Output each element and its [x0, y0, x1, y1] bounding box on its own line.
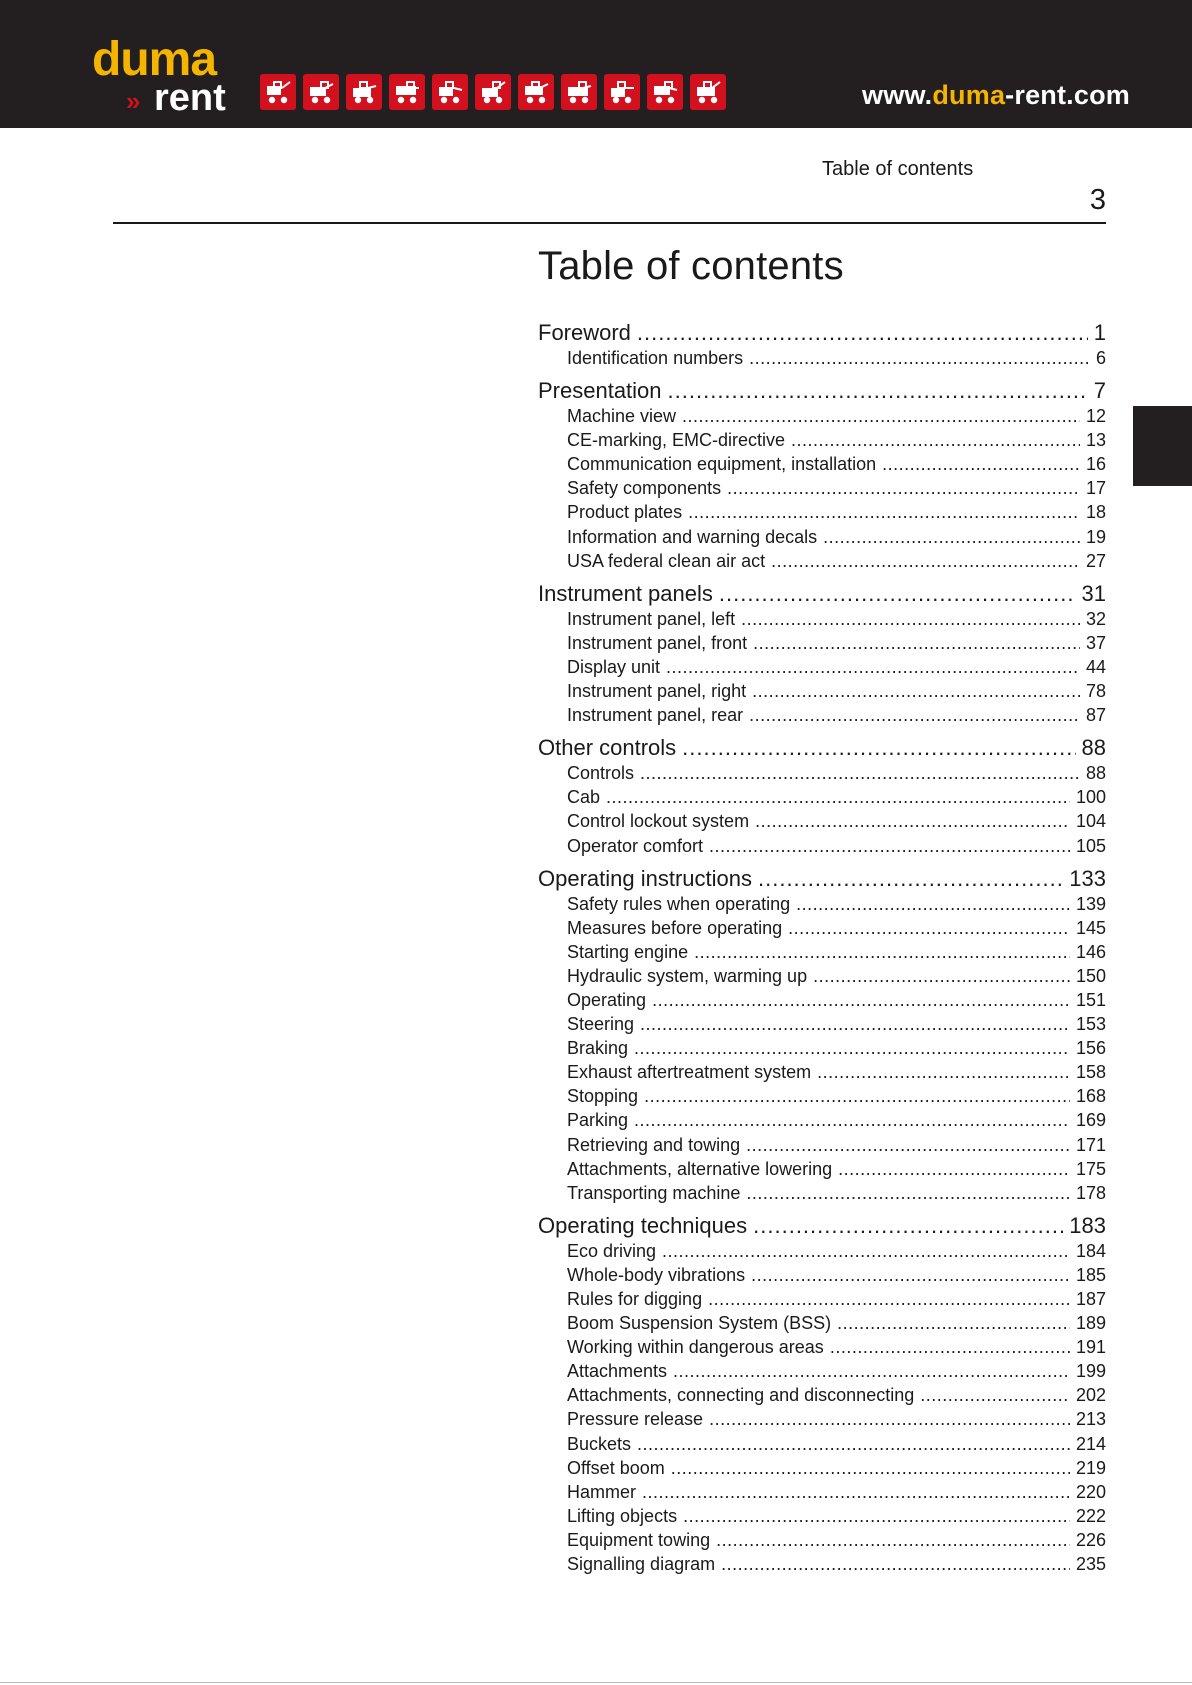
toc-section	[538, 735, 1106, 857]
dot-leader	[727, 476, 1080, 500]
compact-loader-icon	[518, 74, 554, 110]
toc-chapter-page: 7	[1093, 378, 1106, 404]
toc-entry-page: 214	[1075, 1433, 1106, 1454]
dot-leader	[771, 549, 1080, 573]
toc-entry-page: 158	[1075, 1062, 1106, 1083]
skid-steer-loader-icon	[260, 74, 296, 110]
toc-entry-page: 222	[1075, 1505, 1106, 1526]
toc-entry[interactable]	[538, 1383, 1106, 1407]
toc-section	[538, 320, 1106, 370]
url-prefix: www.	[862, 80, 933, 110]
toc-entry-label: Whole-body vibrations	[567, 1264, 746, 1285]
toc-entry-page: 6	[1095, 348, 1106, 368]
toc-entry-label: Hammer	[567, 1481, 637, 1502]
toc-entry[interactable]	[538, 428, 1106, 452]
toc-entry-label: Retrieving and towing	[567, 1134, 741, 1155]
toc-entry-page: 184	[1075, 1240, 1106, 1261]
toc-entry-page: 168	[1075, 1086, 1106, 1107]
toc-entry[interactable]	[538, 607, 1106, 631]
toc-entry-label: Offset boom	[567, 1457, 665, 1478]
toc-section	[538, 378, 1106, 573]
dot-leader	[751, 1263, 1070, 1287]
toc-entry[interactable]	[538, 1480, 1106, 1504]
logo-chevron: »	[126, 86, 141, 116]
toc-entry-label: Lifting objects	[567, 1505, 678, 1526]
toc-entry-label: Safety components	[567, 478, 722, 499]
toc-entry-page: 185	[1075, 1264, 1106, 1285]
page-number: 3	[1089, 184, 1106, 216]
toc-entry[interactable]	[538, 916, 1106, 940]
dot-leader	[666, 655, 1080, 679]
toc-entry-label: Cab	[567, 787, 601, 808]
toc-entry-label: Communication equipment, installation	[567, 454, 877, 475]
toc-chapter-page: 133	[1069, 865, 1106, 891]
url-brand: duma	[932, 80, 1006, 110]
toc-chapter-label: Other controls	[538, 735, 677, 761]
toc-entry-page: 16	[1085, 454, 1106, 475]
toc-entry-page: 88	[1085, 763, 1106, 784]
toc-entry[interactable]	[538, 988, 1106, 1012]
toc-entry-page: 32	[1085, 608, 1106, 629]
toc-entry[interactable]	[538, 809, 1106, 833]
logo-rent-text: rent	[154, 77, 226, 119]
toc-entry[interactable]	[538, 1287, 1106, 1311]
dot-leader	[662, 1239, 1070, 1263]
toc-entry-page: 150	[1075, 965, 1106, 986]
toc-entry[interactable]	[538, 1359, 1106, 1383]
toc-chapter-label: Foreword	[538, 320, 631, 345]
table-of-contents	[538, 318, 1106, 1584]
toc-entry[interactable]	[538, 631, 1106, 655]
dot-leader	[634, 1108, 1070, 1132]
toc-entry[interactable]	[538, 655, 1106, 679]
toc-chapter-label: Instrument panels	[538, 580, 713, 606]
dot-leader	[668, 378, 1088, 404]
toc-entry[interactable]	[538, 761, 1106, 785]
dot-leader	[606, 785, 1070, 809]
toc-entry[interactable]	[538, 1157, 1106, 1181]
wheel-loader-icon	[432, 74, 468, 110]
toc-entry[interactable]	[538, 679, 1106, 703]
header-rule	[113, 222, 1106, 224]
excavator-icon	[561, 74, 597, 110]
dot-leader	[644, 1084, 1070, 1108]
toc-entry[interactable]	[538, 785, 1106, 809]
website-url[interactable]	[862, 80, 1130, 111]
toc-entry-label: Rules for digging	[567, 1289, 703, 1309]
toc-entry[interactable]	[538, 549, 1106, 573]
toc-chapter-page: 88	[1081, 735, 1106, 761]
toc-entry[interactable]	[538, 1108, 1106, 1132]
telehandler-icon	[604, 74, 640, 110]
dot-leader	[683, 1504, 1070, 1528]
toc-entry-label: Signalling diagram	[567, 1554, 716, 1575]
dot-leader	[749, 703, 1080, 727]
toc-entry[interactable]	[538, 1528, 1106, 1552]
toc-entry[interactable]	[538, 452, 1106, 476]
toc-entry-label: Information and warning decals	[567, 526, 818, 547]
chapter-thumb-tab	[1133, 406, 1192, 486]
dot-leader	[920, 1383, 1070, 1407]
toc-entry[interactable]	[538, 1012, 1106, 1036]
toc-entry-label: Steering	[567, 1014, 635, 1035]
dot-leader	[838, 1157, 1070, 1181]
header-band	[0, 0, 1192, 128]
url-suffix: -rent.com	[1005, 80, 1130, 110]
toc-entry-label: Instrument panel, left	[567, 608, 736, 629]
dot-leader	[823, 525, 1080, 549]
toc-entry-label: Identification numbers	[567, 348, 744, 368]
toc-entry[interactable]	[538, 1181, 1106, 1205]
toc-chapter-page: 31	[1081, 580, 1106, 606]
toc-entry[interactable]	[538, 834, 1106, 858]
dot-leader	[642, 1480, 1070, 1504]
dot-leader	[719, 581, 1076, 607]
dot-leader	[637, 320, 1088, 346]
toc-entry-label: Attachments	[567, 1361, 668, 1382]
forklift-icon	[303, 74, 339, 110]
toc-entry-label: Buckets	[567, 1433, 632, 1454]
toc-entry-label: Operating	[567, 989, 647, 1010]
dot-leader	[791, 428, 1080, 452]
toc-entry[interactable]	[538, 1263, 1106, 1287]
toc-entry-page: 156	[1075, 1038, 1106, 1059]
toc-entry-page: 27	[1085, 550, 1106, 571]
toc-entry-page: 213	[1075, 1409, 1106, 1430]
toc-entry-page: 235	[1075, 1554, 1106, 1575]
dot-leader	[709, 1407, 1070, 1431]
toc-entry-page: 151	[1075, 989, 1106, 1010]
toc-entry[interactable]	[538, 500, 1106, 524]
toc-entry[interactable]	[538, 404, 1106, 428]
mini-excavator-icon	[389, 74, 425, 110]
toc-entry-page: 220	[1075, 1481, 1106, 1502]
toc-entry-page: 178	[1075, 1182, 1106, 1203]
toc-entry-page: 145	[1075, 917, 1106, 938]
toc-entry-page: 12	[1085, 406, 1106, 427]
toc-section	[538, 581, 1106, 727]
dot-leader	[709, 834, 1070, 858]
toc-entry[interactable]	[538, 1456, 1106, 1480]
toc-entry-label: Instrument panel, right	[567, 681, 747, 702]
toc-chapter-page: 183	[1069, 1212, 1106, 1238]
toc-entry-page: 13	[1085, 430, 1106, 451]
toc-chapter[interactable]	[538, 378, 1106, 404]
toc-entry[interactable]	[538, 1432, 1106, 1456]
toc-chapter[interactable]	[538, 320, 1106, 346]
dot-leader	[753, 1213, 1063, 1239]
toc-entry-label: Operator comfort	[567, 835, 704, 856]
toc-chapter[interactable]	[538, 581, 1106, 607]
toc-entry[interactable]	[538, 476, 1106, 500]
dot-leader	[752, 679, 1080, 703]
dot-leader	[682, 735, 1075, 761]
boom-lift-icon	[647, 74, 683, 110]
toc-entry-label: Display unit	[567, 656, 661, 677]
toc-entry-label: Working within dangerous areas	[567, 1337, 824, 1358]
truck-icon	[690, 74, 726, 110]
toc-entry-label: CE-marking, EMC-directive	[567, 430, 786, 451]
toc-section	[538, 1213, 1106, 1576]
dot-leader	[682, 404, 1080, 428]
toc-entry-page: 18	[1085, 502, 1106, 523]
toc-entry-label: Instrument panel, front	[567, 632, 748, 653]
toc-chapter[interactable]	[538, 735, 1106, 761]
running-head-title: Table of contents	[822, 158, 974, 180]
dot-leader	[746, 1133, 1070, 1157]
toc-entry-page: 226	[1075, 1529, 1106, 1550]
toc-entry-page: 78	[1085, 681, 1106, 702]
toc-entry-page: 139	[1075, 893, 1106, 914]
toc-entry-page: 191	[1075, 1337, 1106, 1358]
toc-entry-label: Stopping	[567, 1086, 639, 1107]
toc-entry[interactable]	[538, 1335, 1106, 1359]
toc-entry-page: 199	[1075, 1361, 1106, 1382]
scissor-lift-icon	[346, 74, 382, 110]
toc-entry-label: Controls	[567, 763, 635, 784]
backhoe-loader-icon	[475, 74, 511, 110]
toc-chapter-label: Operating techniques	[538, 1212, 748, 1238]
dot-leader	[758, 866, 1063, 892]
dot-leader	[741, 607, 1080, 631]
toc-entry-page: 202	[1075, 1385, 1106, 1406]
toc-entry-label: Eco driving	[567, 1240, 657, 1261]
toc-entry[interactable]	[538, 346, 1106, 370]
toc-entry-label: Instrument panel, rear	[567, 705, 744, 726]
page-bottom-edge	[0, 1682, 1192, 1683]
toc-entry-page: 219	[1075, 1457, 1106, 1478]
toc-entry-label: Equipment towing	[567, 1529, 711, 1550]
dot-leader	[788, 916, 1070, 940]
dot-leader	[882, 452, 1080, 476]
toc-entry-label: Transporting machine	[567, 1182, 741, 1203]
toc-entry-label: USA federal clean air act	[567, 550, 766, 571]
toc-entry-label: Safety rules when operating	[567, 893, 791, 914]
toc-entry[interactable]	[538, 940, 1106, 964]
dot-leader	[694, 940, 1070, 964]
dot-leader	[637, 1432, 1070, 1456]
toc-entry-page: 100	[1075, 787, 1106, 808]
toc-title: Table of contents	[538, 244, 844, 288]
dot-leader	[796, 892, 1070, 916]
duma-rent-logo[interactable]	[92, 33, 242, 119]
toc-entry-label: Pressure release	[567, 1409, 704, 1430]
dot-leader	[688, 500, 1080, 524]
toc-entry-label: Braking	[567, 1038, 629, 1059]
toc-entry-label: Parking	[567, 1110, 629, 1131]
toc-entry[interactable]	[538, 1311, 1106, 1335]
toc-entry-page: 187	[1075, 1289, 1106, 1309]
toc-entry-label: Product plates	[567, 502, 683, 523]
dot-leader	[837, 1311, 1070, 1335]
toc-entry-page: 17	[1085, 478, 1106, 499]
toc-chapter-page: 1	[1093, 320, 1106, 345]
dot-leader	[640, 1012, 1070, 1036]
toc-entry[interactable]	[538, 1407, 1106, 1431]
dot-leader	[813, 964, 1070, 988]
toc-chapter-label: Operating instructions	[538, 865, 752, 891]
toc-entry-page: 37	[1085, 632, 1106, 653]
toc-entry-label: Control lockout system	[567, 811, 750, 832]
toc-entry-page: 153	[1075, 1014, 1106, 1035]
toc-entry-page: 189	[1075, 1313, 1106, 1334]
logo-duma-text: duma	[92, 33, 217, 86]
toc-chapter[interactable]	[538, 866, 1106, 892]
dot-leader	[708, 1287, 1070, 1311]
toc-entry[interactable]	[538, 1239, 1106, 1263]
toc-chapter[interactable]	[538, 1213, 1106, 1239]
toc-entry-label: Machine view	[567, 406, 677, 427]
dot-leader	[721, 1552, 1070, 1576]
toc-entry-label: Attachments, connecting and disconnecting	[567, 1385, 915, 1406]
dot-leader	[755, 809, 1070, 833]
dot-leader	[753, 631, 1080, 655]
dot-leader	[640, 761, 1080, 785]
toc-entry[interactable]	[538, 1060, 1106, 1084]
toc-section	[538, 866, 1106, 1205]
toc-entry[interactable]	[538, 892, 1106, 916]
toc-entry[interactable]	[538, 1036, 1106, 1060]
toc-entry-page: 171	[1075, 1134, 1106, 1155]
toc-entry-page: 175	[1075, 1158, 1106, 1179]
toc-entry[interactable]	[538, 964, 1106, 988]
dot-leader	[634, 1036, 1070, 1060]
toc-entry[interactable]	[538, 1552, 1106, 1576]
toc-entry-label: Attachments, alternative lowering	[567, 1158, 833, 1179]
machine-icon-strip	[260, 74, 726, 112]
toc-entry[interactable]	[538, 703, 1106, 727]
dot-leader	[817, 1060, 1070, 1084]
toc-entry-label: Exhaust aftertreatment system	[567, 1062, 812, 1083]
dot-leader	[671, 1456, 1070, 1480]
dot-leader	[749, 346, 1090, 370]
dot-leader	[746, 1181, 1070, 1205]
dot-leader	[830, 1335, 1070, 1359]
toc-chapter-label: Presentation	[538, 378, 662, 404]
toc-entry-page: 44	[1085, 656, 1106, 677]
toc-entry-page: 105	[1075, 835, 1106, 856]
toc-entry-page: 146	[1075, 941, 1106, 962]
dot-leader	[673, 1359, 1070, 1383]
toc-entry[interactable]	[538, 1504, 1106, 1528]
dot-leader	[716, 1528, 1070, 1552]
toc-entry-label: Starting engine	[567, 941, 689, 962]
toc-entry-page: 87	[1085, 705, 1106, 726]
toc-entry-page: 169	[1075, 1110, 1106, 1131]
toc-entry-label: Measures before operating	[567, 917, 783, 938]
toc-entry[interactable]	[538, 525, 1106, 549]
toc-entry-label: Boom Suspension System (BSS)	[567, 1313, 832, 1334]
toc-entry-label: Hydraulic system, warming up	[567, 965, 808, 986]
toc-entry-page: 104	[1075, 811, 1106, 832]
toc-entry-page: 19	[1085, 526, 1106, 547]
dot-leader	[652, 988, 1070, 1012]
toc-entry[interactable]	[538, 1084, 1106, 1108]
toc-entry[interactable]	[538, 1133, 1106, 1157]
